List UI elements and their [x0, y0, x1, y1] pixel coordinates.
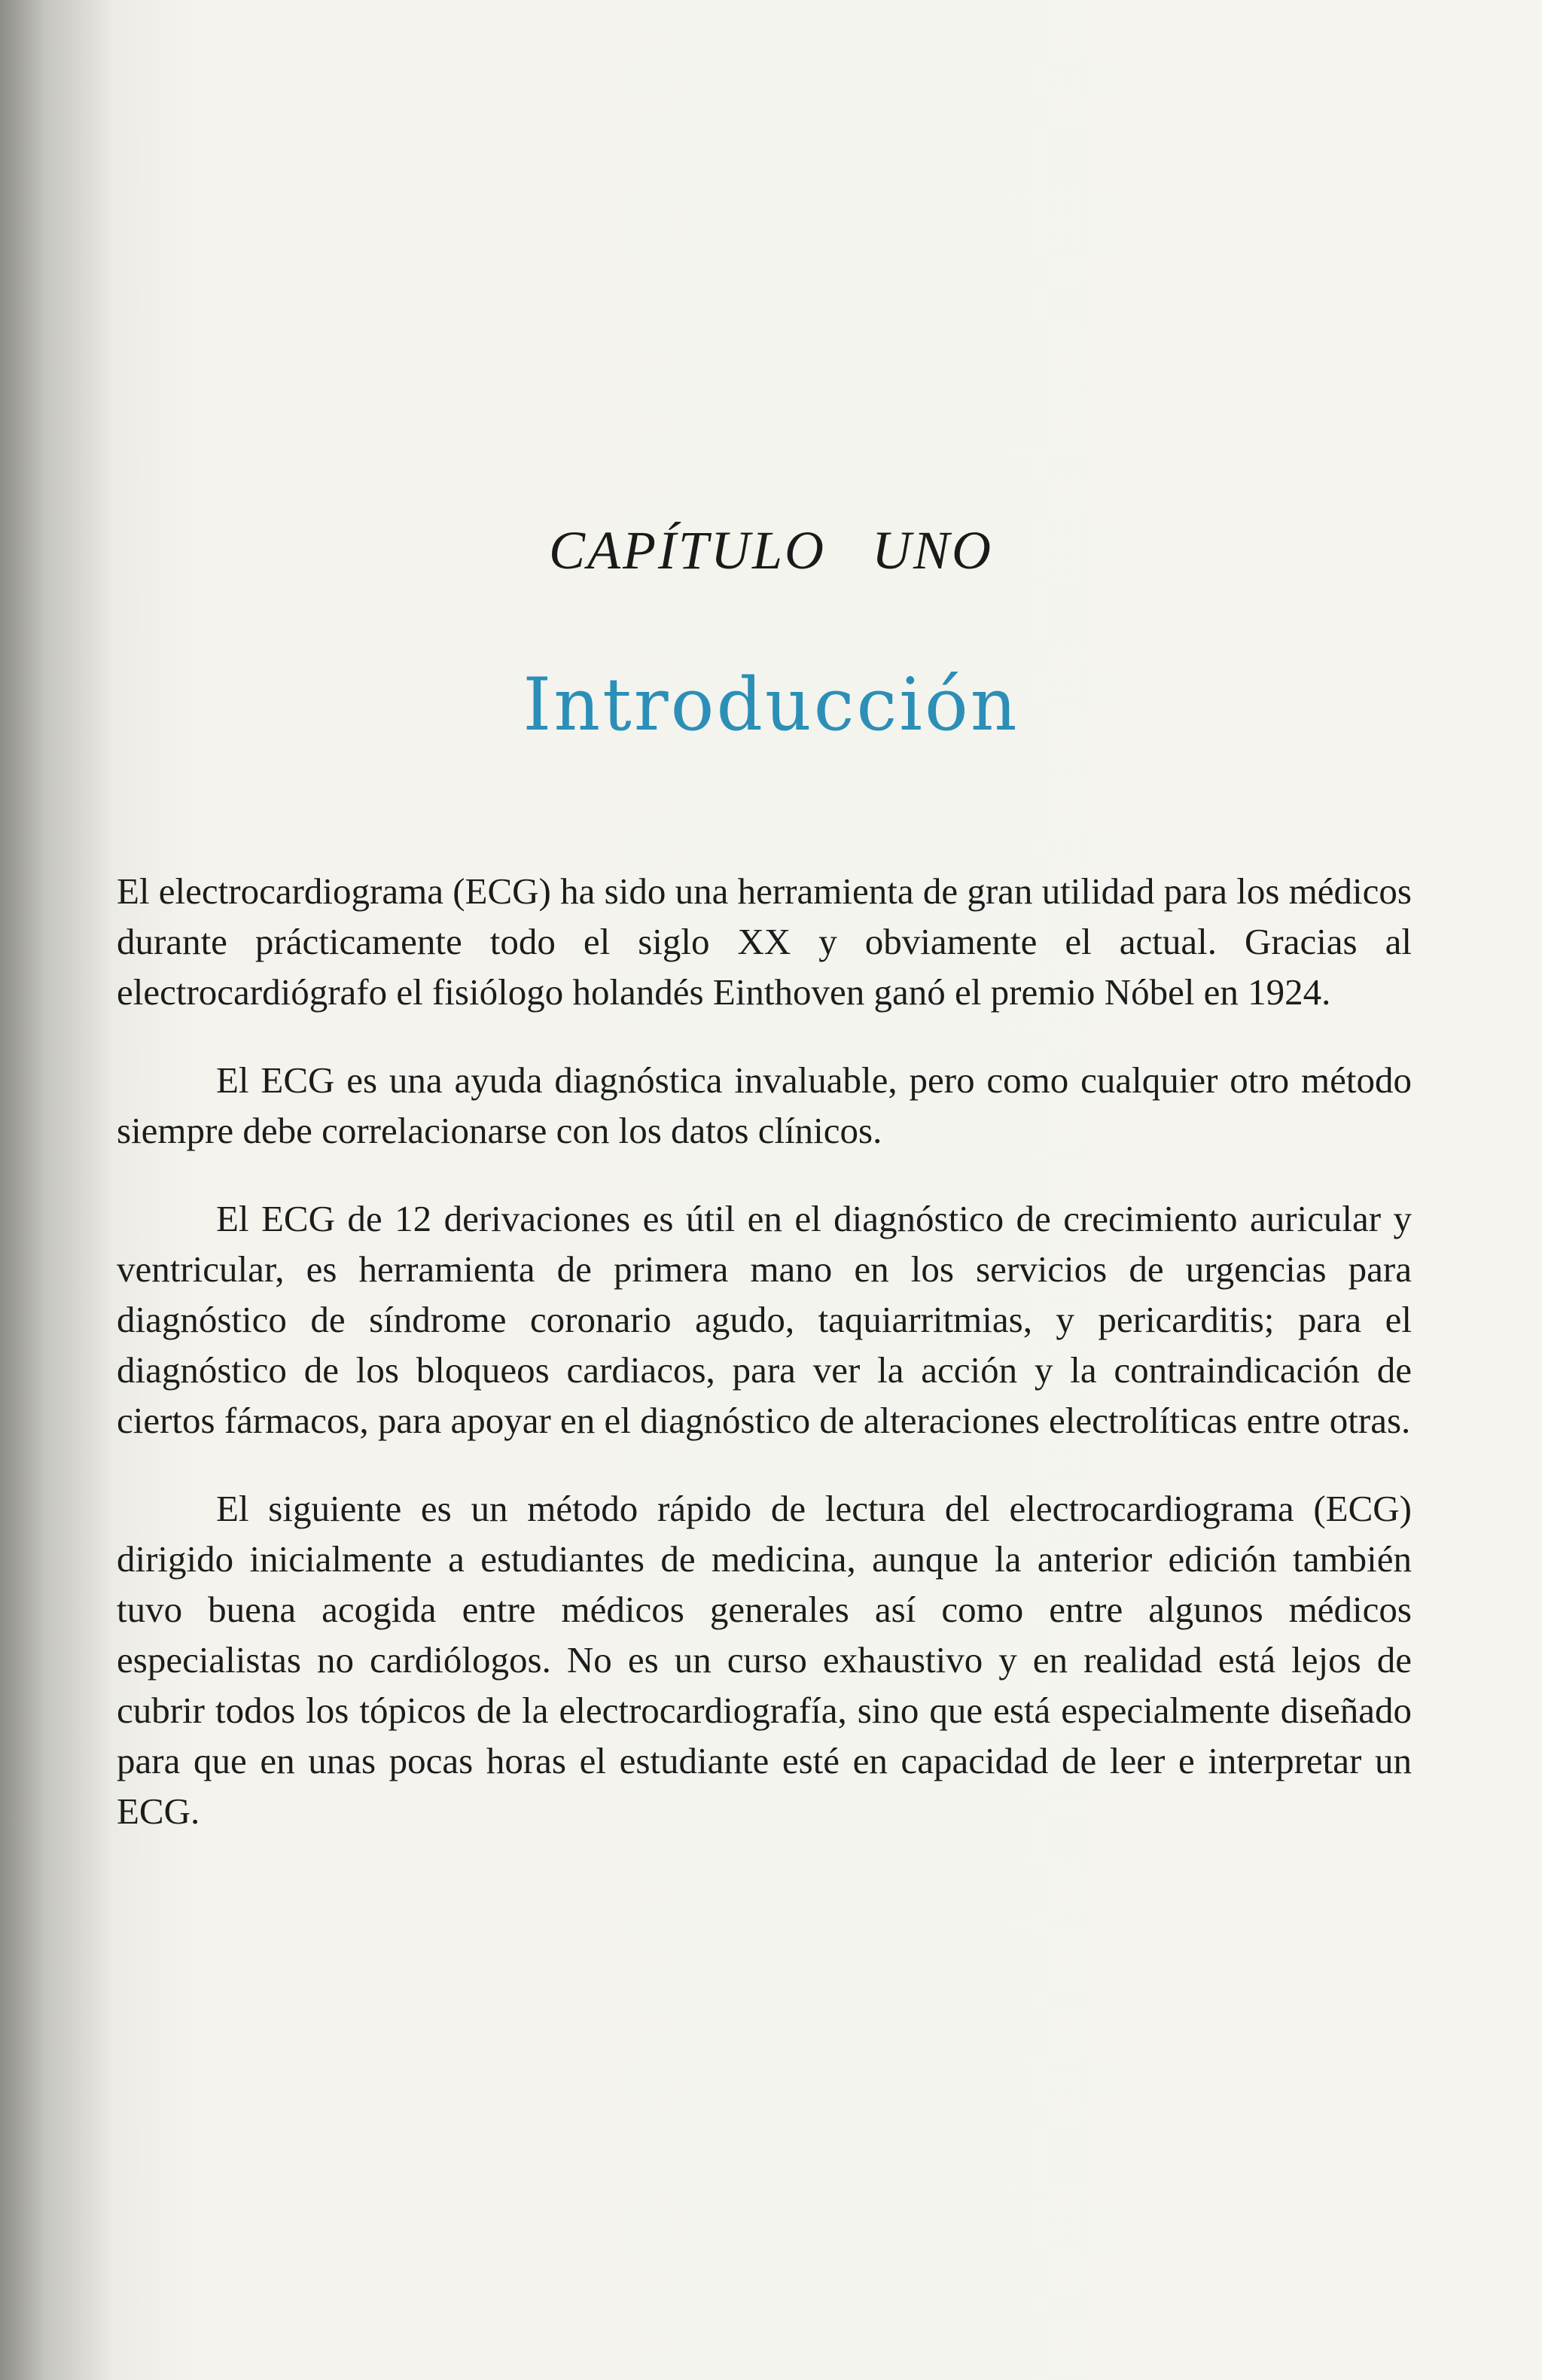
paragraph-1: El electrocardiograma (ECG) ha sido una herramienta de gran utilidad para los médicos durante prácticamente todo el siglo XX y obviamente el actual. Gracias al electrocardiógrafo el fisiólogo holandés Einthoven ganó el premio Nóbel en 1924. — [117, 870, 1412, 1013]
paragraph-2: El ECG es una ayuda diagnóstica invaluable, pero como cualquier otro método siempre debe correlacionarse con los datos clínicos. — [117, 1059, 1412, 1151]
paragraph-4: El siguiente es un método rápido de lectura del electrocardiograma (ECG) dirigido inicialmente a estudiantes de medicina, aunque la anterior edición también tuvo buena acogida entre médicos generales así como entre algunos médicos especialistas no cardiólogos. No es un curso exhaustivo y en realidad está lejos de cubrir todos los tópicos de la electrocardiografía, sino que está especialmente diseñado para que en unas pocas horas el estudiante esté en capacidad de leer e interpretar un ECG. — [117, 1488, 1412, 1832]
body-text — [117, 866, 1412, 1874]
paragraph-3: El ECG de 12 derivaciones es útil en el diagnóstico de crecimiento auricular y ventricular, es herramienta de primera mano en los servicios de urgencias para diagnóstico de síndrome coronario agudo, taquiarritmias, y pericarditis; para el diagnóstico de los bloqueos cardiacos, para ver la acción y la contraindicación de ciertos fármacos, para apoyar en el diagnóstico de alteraciones electrolíticas entre otras. — [117, 1198, 1412, 1441]
binding-shadow — [0, 0, 113, 2380]
chapter-label: CAPÍTULO UNO — [548, 520, 994, 581]
chapter-title: Introducción — [523, 663, 1019, 747]
